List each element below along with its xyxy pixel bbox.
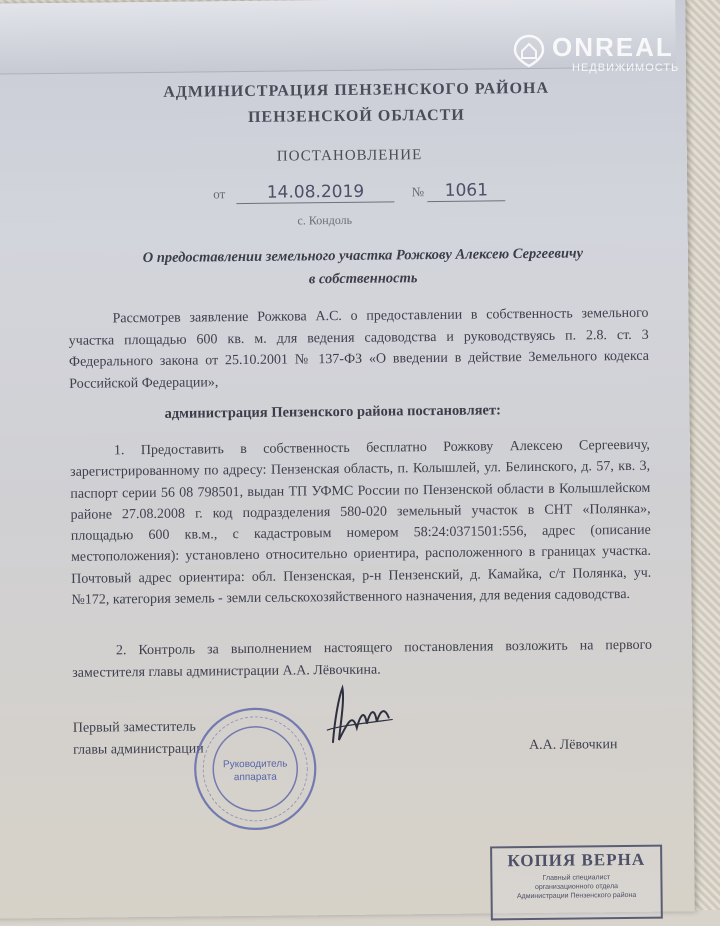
- onreal-watermark: [512, 30, 712, 80]
- copy-certified-stamp: [490, 845, 663, 921]
- preamble-paragraph: Рассмотрев заявление Рожкова А.С. о предоставлении в собственность земельного участка площадью 600 кв. м. для ведения садоводства и руководствуясь п. 2.8. ст. 3 Федерального закона от 25.10.2001 № 137-ФЗ «О введении в действие Земельного кодекса Российской Федерации»,: [68, 305, 650, 392]
- document-date: 14.08.2019: [236, 181, 394, 204]
- item-1-paragraph: 1. Предоставить в собственность бесплатно Рожкову Алексею Сергеевичу, зарегистрированному по адресу: Пензенская область, п. Колышлей, ул. Белинского, д. 57, кв. 3, паспорт серии 56 08 798501, выдан ТП УФМС России по Пензенской области в Колышлейском районе 27.08.2008 г. код подразделения 580-020 земельный участок в СНТ «Полянка», площадью 600 кв.м., с кадастровым номером 58:24:0371501:556, адрес (описание местоположения): установлено относительно ориентира, расположенного в границах участка. Почтовый адрес ориентира: обл. Пензенская, р-н Пензенский, д. Камайка, с/т Полянка, уч. №172, категория земель - земли сельскохозяйственного назначения, для ведения садоводства.: [70, 437, 652, 608]
- watermark-brand: ONREAL: [552, 32, 674, 62]
- date-prefix: от: [213, 186, 226, 202]
- header-line-2: ПЕНЗЕНСКОЙ ОБЛАСТИ: [247, 106, 465, 126]
- subject-line-1: О предоставлении земельного участка Рожкову Алексею Сергеевичу: [142, 245, 584, 267]
- stamp-center-line-2: аппарата: [233, 771, 277, 784]
- copy-stamp-title: КОПИЯ ВЕРНА: [507, 849, 646, 871]
- copy-stamp-line-2: организационного отдела: [534, 883, 619, 891]
- date-number-row: [213, 180, 505, 204]
- handwritten-signature: [318, 679, 399, 750]
- watermark-tagline: НЕДВИЖИМОСТЬ: [572, 62, 680, 74]
- decree-line: администрация Пензенского района постановляет:: [164, 402, 501, 422]
- item-2-paragraph: 2. Контроль за выполнением настоящего постановления возложить на первого заместителя главы администрации А.А. Лёвочкина.: [72, 637, 653, 681]
- signer-position-line-1: Первый заместитель: [72, 719, 196, 736]
- document-place: с. Кондоль: [297, 212, 353, 228]
- copy-stamp-line-1: Главный специалист: [542, 874, 611, 882]
- signer-name: А.А. Лёвочкин: [528, 737, 618, 754]
- official-round-stamp: [191, 704, 320, 833]
- copy-stamp-caption: [496, 873, 656, 902]
- signer-position-line-2: главы администрации: [72, 741, 204, 758]
- stamp-center-line-1: Руководитель: [222, 758, 288, 771]
- subject-line-2: в собственность: [308, 270, 418, 288]
- number-prefix: №: [411, 184, 425, 200]
- document-number: 1061: [427, 180, 505, 202]
- header-line-1: АДМИНИСТРАЦИЯ ПЕНЗЕНСКОГО РАЙОНА: [163, 79, 550, 101]
- copy-stamp-line-3: Администрации Пензенского района: [516, 891, 637, 901]
- document-type: ПОСТАНОВЛЕНИЕ: [276, 147, 423, 165]
- house-pin-icon: [512, 34, 546, 68]
